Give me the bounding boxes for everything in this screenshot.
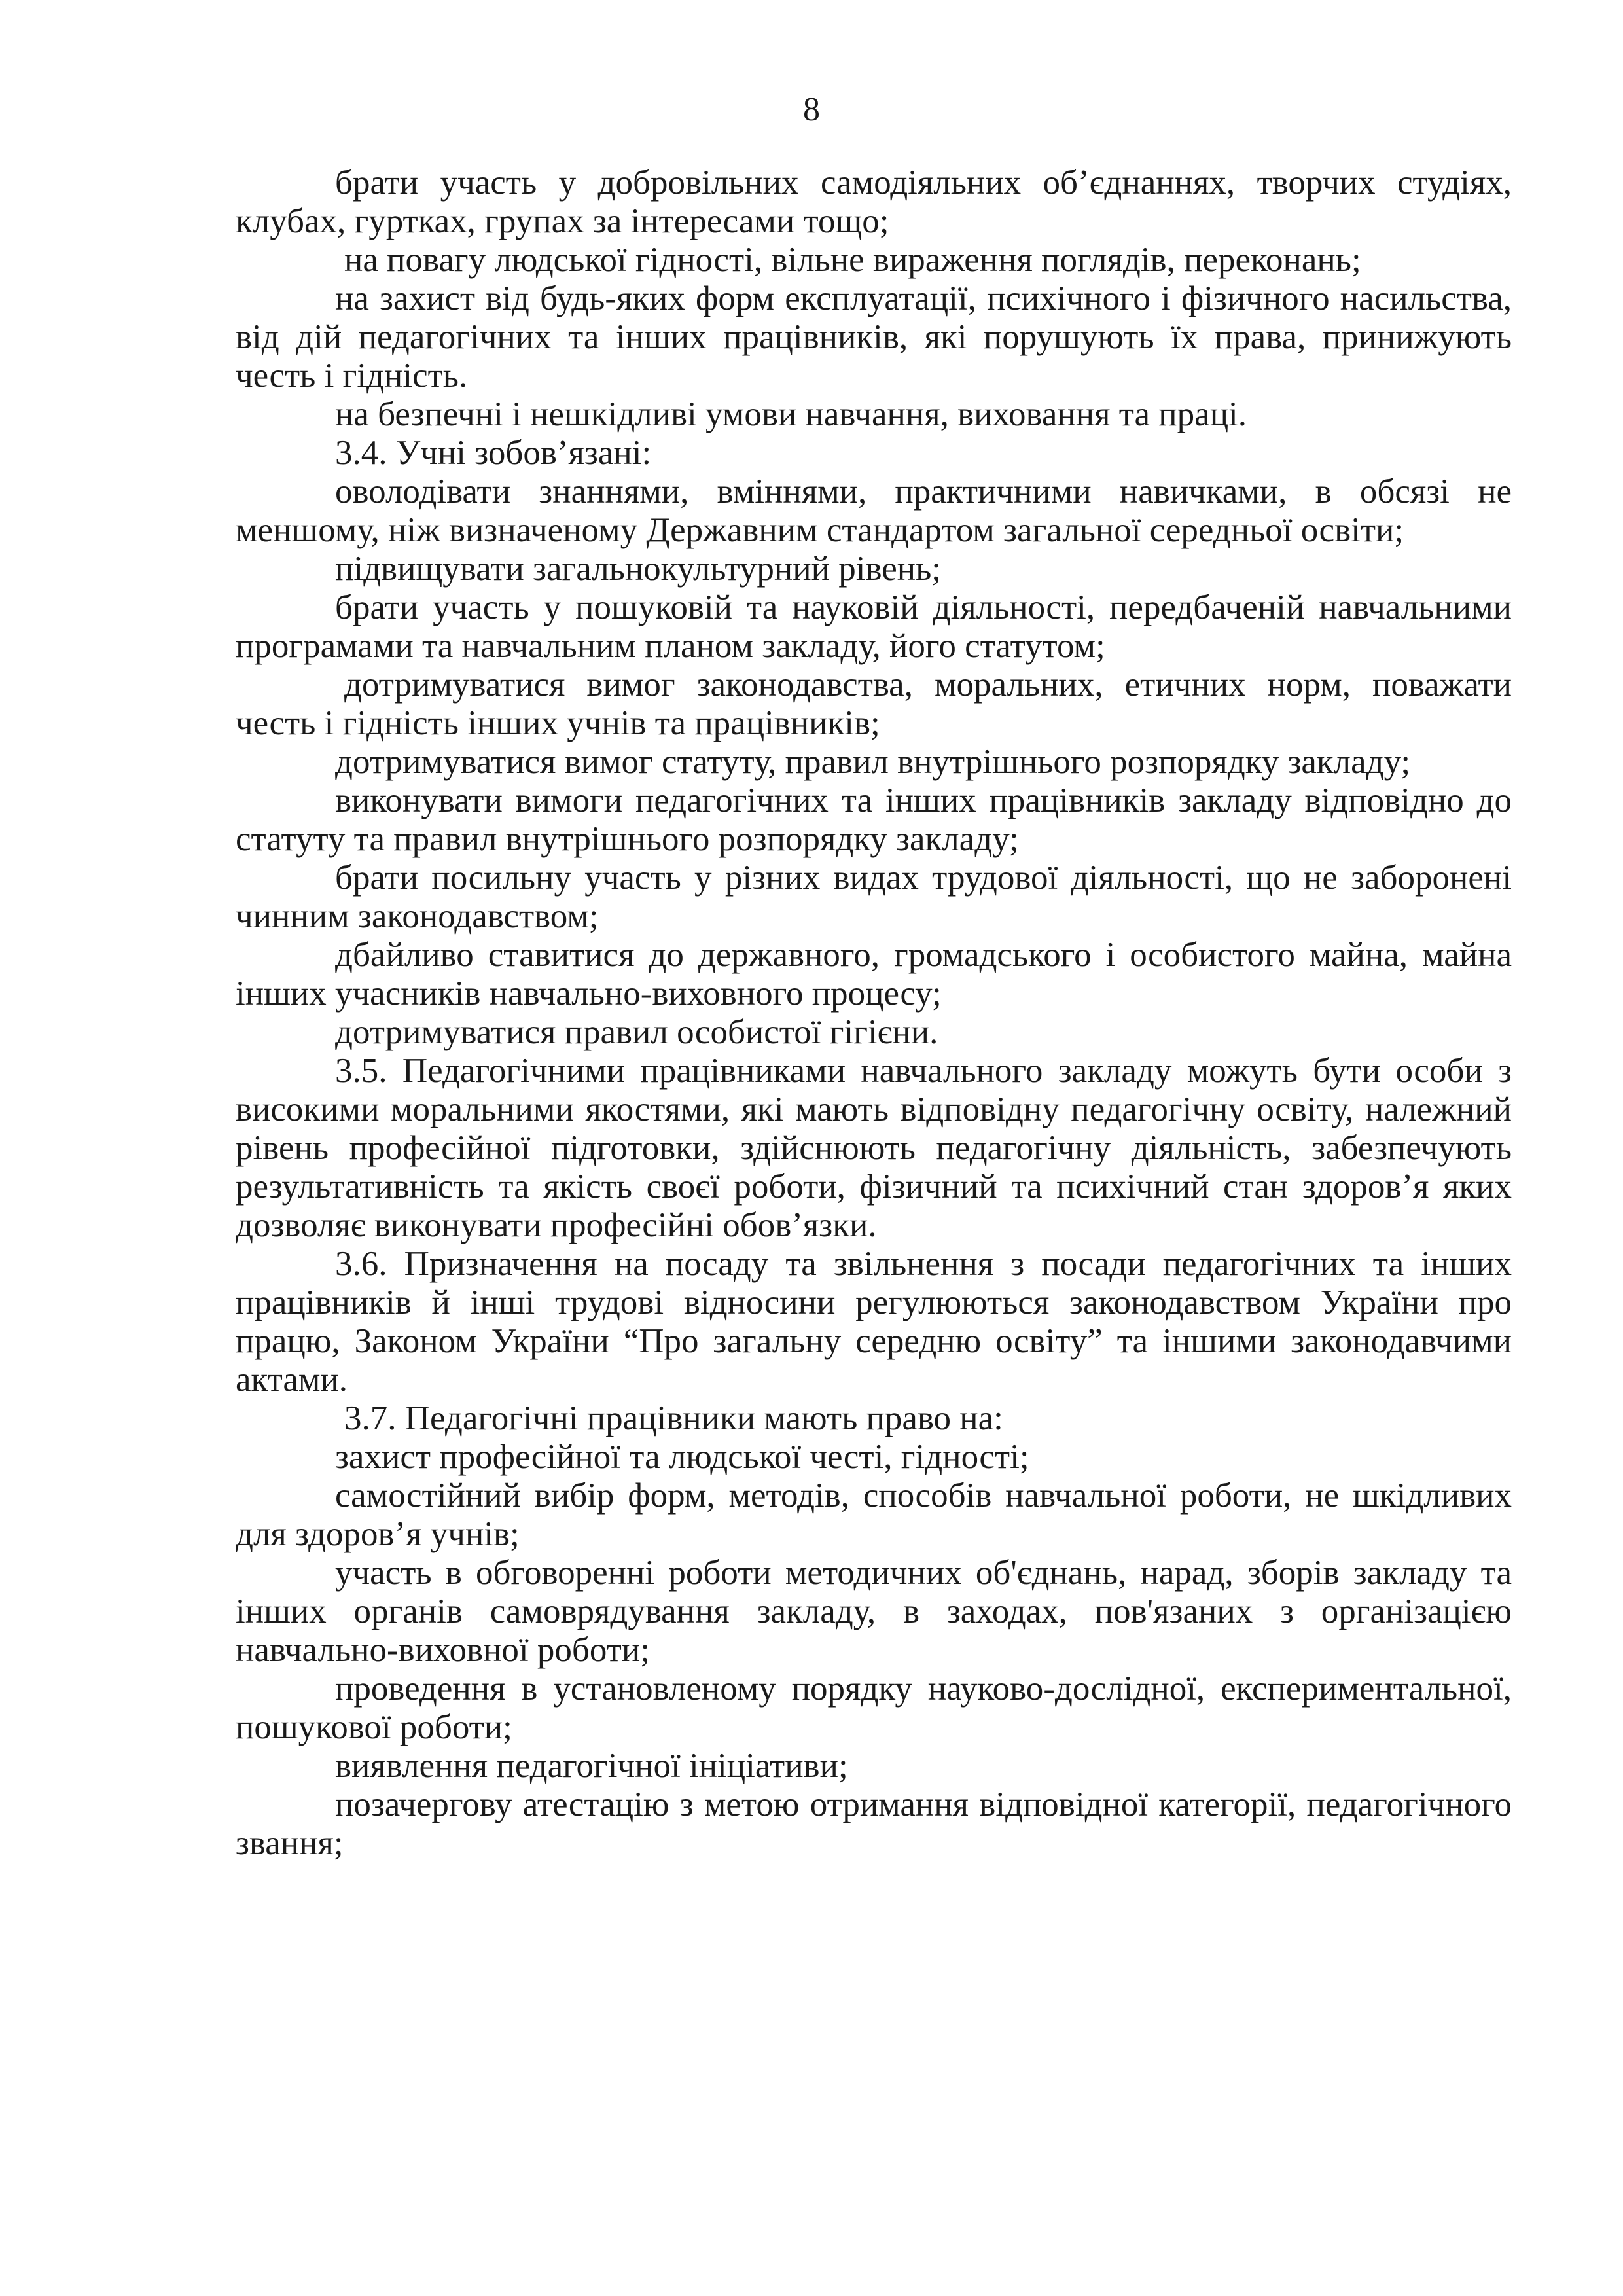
- paragraph: захист професійної та людської честі, гідності;: [335, 1438, 1029, 1476]
- paragraph: на повагу людської гідності, вільне вираження поглядів, переконань;: [344, 241, 1361, 279]
- paragraph: участь в обговоренні роботи методичних об'єднань, нарад, зборів закладу та інших органів самоврядування закладу, в заходах, пов'язаних з організацією навчально-виховної роботи;: [236, 1554, 1512, 1669]
- paragraph: дотримуватися вимог статуту, правил внутрішнього розпорядку закладу;: [335, 743, 1411, 781]
- paragraph: виконувати вимоги педагогічних та інших працівників закладу відповідно до статуту та правил внутрішнього розпорядку закладу;: [236, 781, 1512, 858]
- paragraph: дотримуватися правил особистої гігієни.: [335, 1013, 938, 1051]
- paragraph: брати участь у добровільних самодіяльних об’єднаннях, творчих студіях, клубах, гуртках, групах за інтересами тощо;: [236, 164, 1512, 240]
- section-heading: 3.4. Учні зобов’язані:: [335, 434, 652, 472]
- paragraph: самостійний вибір форм, методів, способів навчальної роботи, не шкідливих для здоров’я учнів;: [236, 1477, 1512, 1553]
- paragraph: на безпечні і нешкідливі умови навчання, виховання та праці.: [335, 395, 1247, 433]
- document-body: [236, 164, 1512, 1863]
- paragraph: 3.6. Призначення на посаду та звільнення з посади педагогічних та інших працівників й інші трудові відносини регулюються законодавством України про працю, Законом України “Про загальну середню освіту” та іншими законодавчими актами.: [236, 1245, 1512, 1399]
- paragraph: на захист від будь-яких форм експлуатації, психічного і фізичного насильства, від дій педагогічних та інших працівників, які порушують їх права, принижують честь і гідність.: [236, 279, 1512, 395]
- paragraph: 3.5. Педагогічними працівниками навчального закладу можуть бути особи з високими моральними якостями, які мають відповідну педагогічну освіту, належний рівень професійної підготовки, здійснюють педагогічну діяльність, забезпечують результативність та якість своєї роботи, фізичний та психічний стан здоров’я яких дозволяє виконувати професійні обов’язки.: [236, 1052, 1512, 1244]
- paragraph: проведення в установленому порядку науково-дослідної, експериментальної, пошукової роботи;: [236, 1670, 1512, 1746]
- paragraph: оволодівати знаннями, вміннями, практичними навичками, в обсязі не меншому, ніж визначеному Державним стандартом загальної середньої освіти;: [236, 473, 1512, 549]
- paragraph: дбайливо ставитися до державного, громадського і особистого майна, майна інших учасників навчально-виховного процесу;: [236, 936, 1512, 1013]
- page-number: 8: [803, 91, 820, 128]
- paragraph: дотримуватися вимог законодавства, моральних, етичних норм, поважати честь і гідність інших учнів та працівників;: [236, 666, 1512, 742]
- paragraph: підвищувати загальнокультурний рівень;: [335, 550, 941, 588]
- section-heading: 3.7. Педагогічні працівники мають право на:: [344, 1399, 1003, 1437]
- paragraph: брати участь у пошуковій та науковій діяльності, передбаченій навчальними програмами та навчальним планом закладу, його статутом;: [236, 588, 1512, 665]
- paragraph: позачергову атестацію з метою отримання відповідної категорії, педагогічного звання;: [236, 1785, 1512, 1862]
- paragraph: брати посильну участь у різних видах трудової діяльності, що не заборонені чинним законодавством;: [236, 859, 1512, 935]
- paragraph: виявлення педагогічної ініціативи;: [335, 1747, 848, 1785]
